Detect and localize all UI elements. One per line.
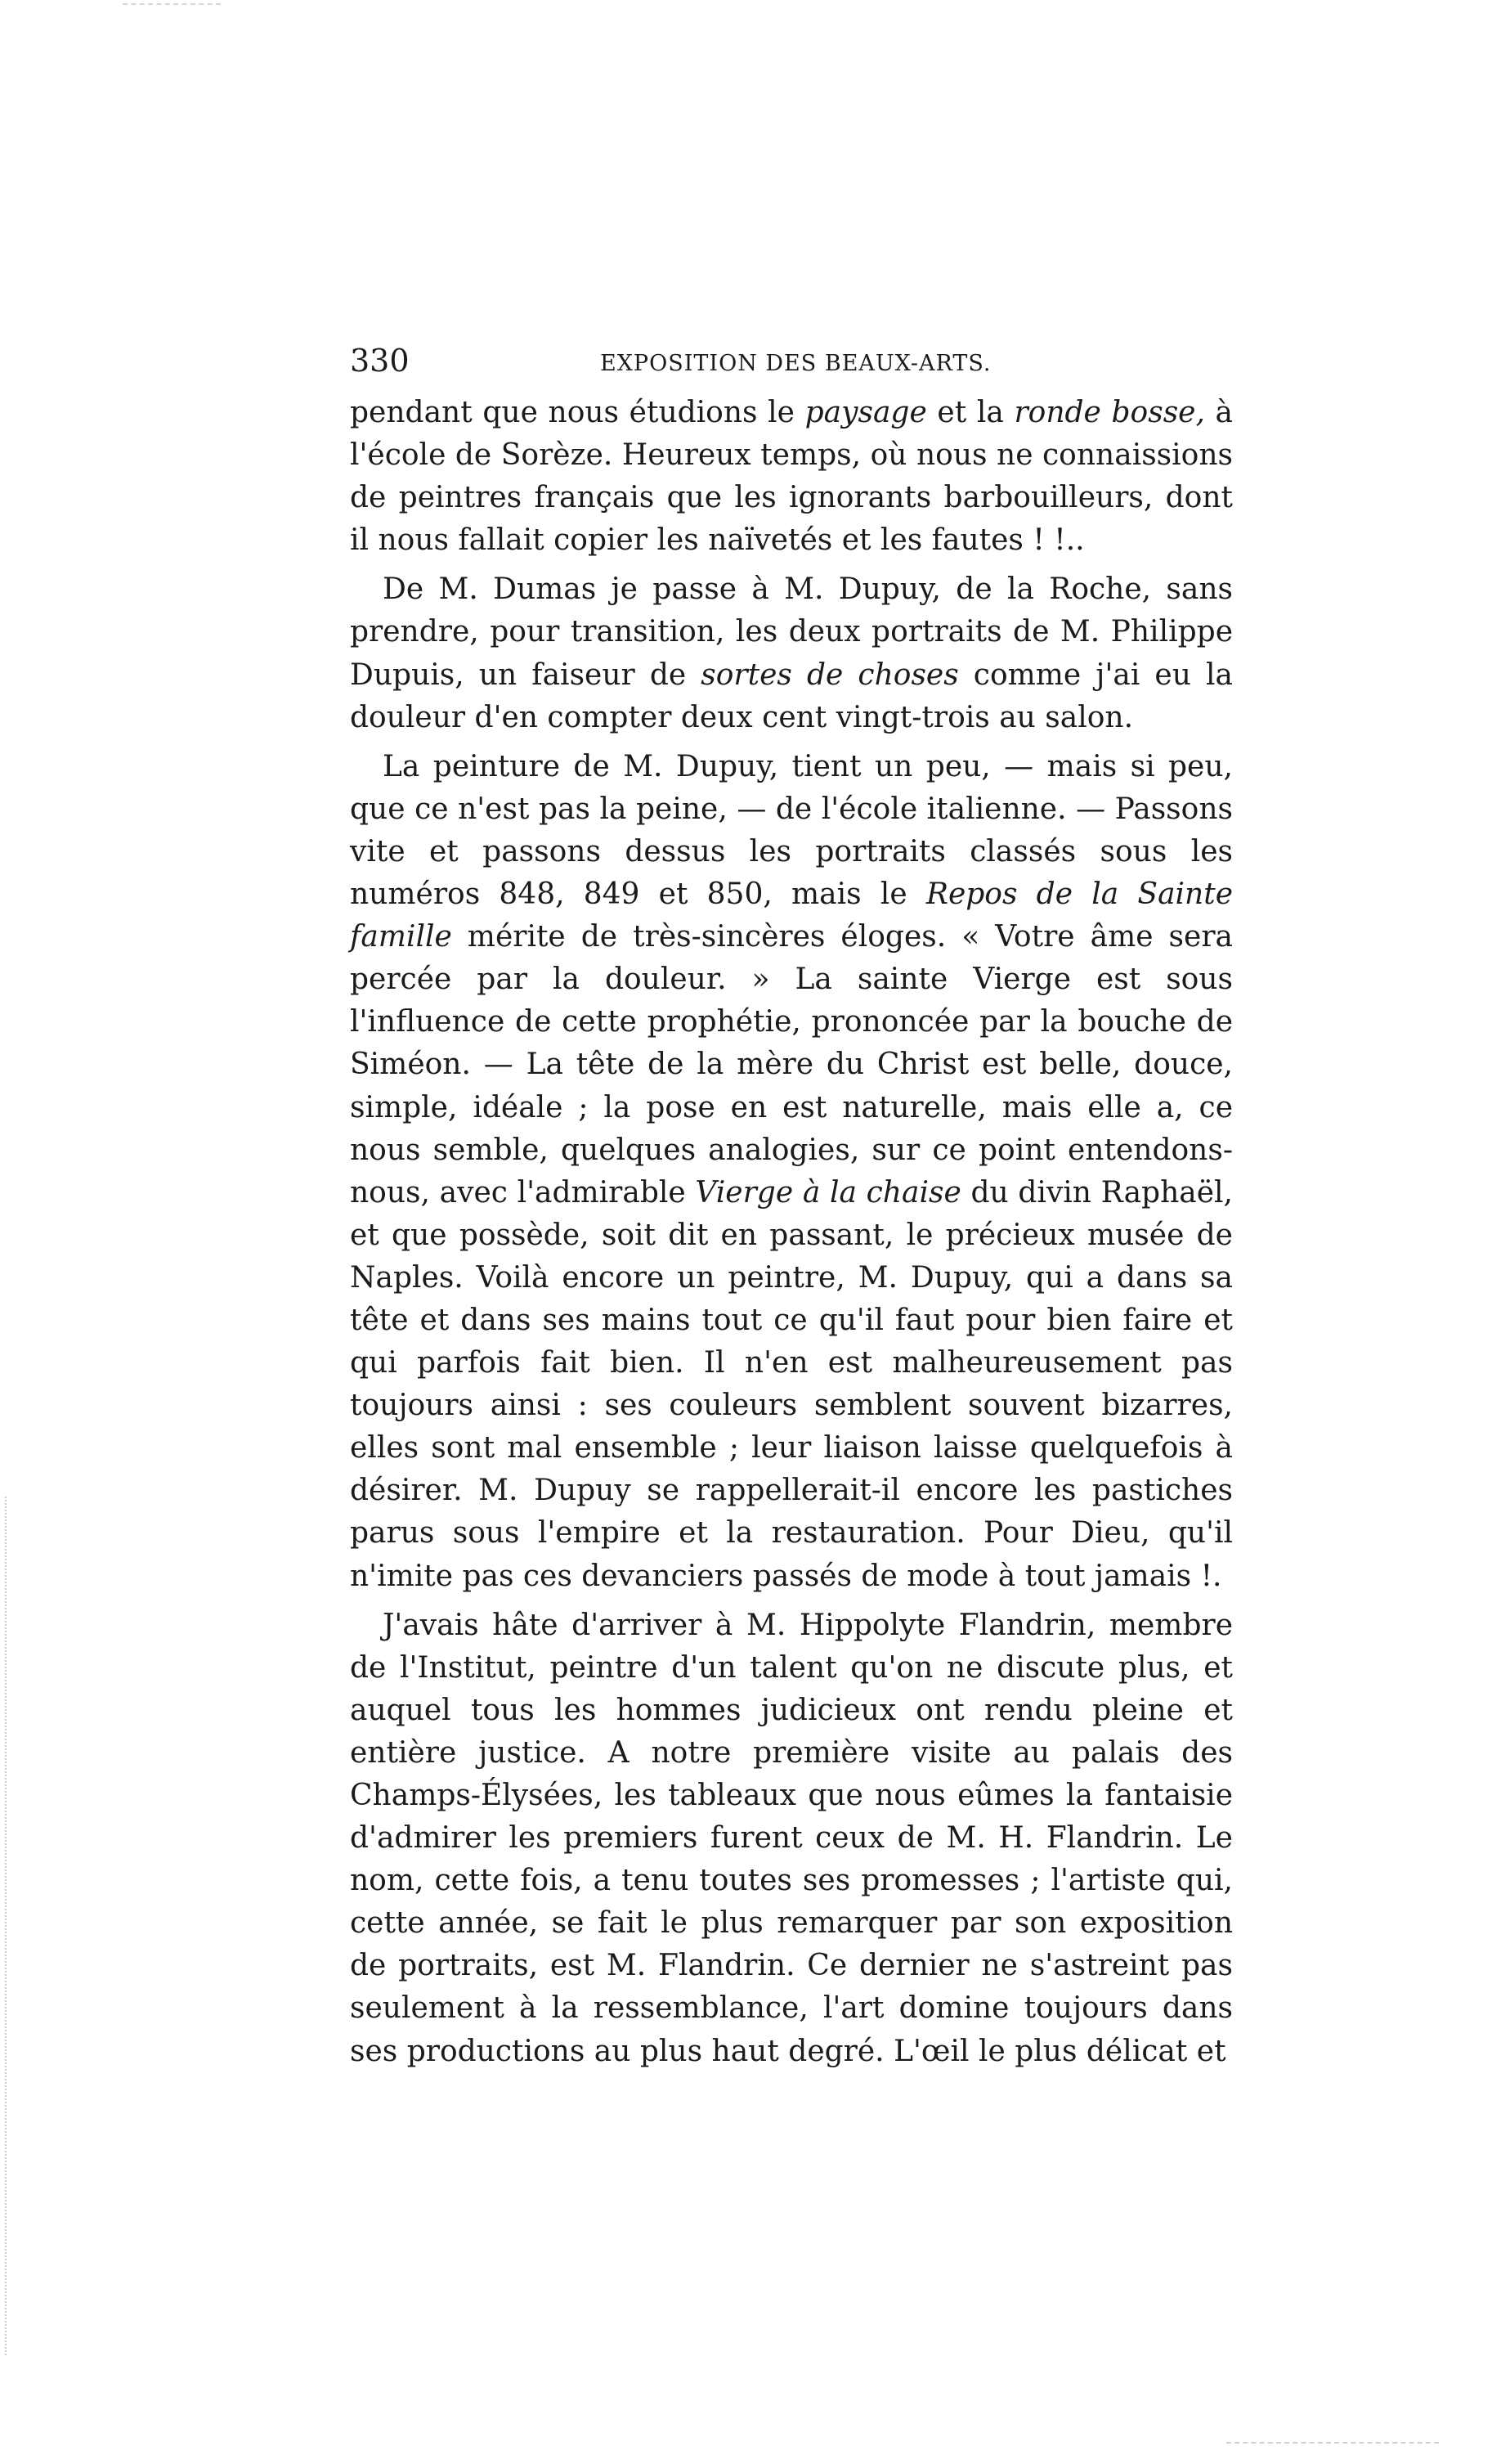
- paragraph: [350, 1605, 1233, 2073]
- text-run: et la: [926, 396, 1015, 429]
- body-text: [350, 392, 1233, 2073]
- text-run: mérite de très-sincères éloges. « Votre âme sera percée par la douleur. » La sainte Vierge est sous l'influence de cette prophétie, prononcée par la bouche de Siméon. — La tête de la mère du Christ est belle, douce, simple, idéale ; la pose en est naturelle, mais elle a, ce nous semble, quelques analogies, sur ce point entendons-nous, avec l'admirable: [350, 920, 1233, 1210]
- running-head: [350, 339, 1233, 382]
- text-run: De M. Dumas je passe à M. Dupuy, de la Roche, sans prendre, pour transition, les deux portraits de M. Philippe Dupuis, un faiseur de: [350, 572, 1233, 692]
- running-title: EXPOSITION DES BEAUX-ARTS.: [600, 351, 992, 376]
- paragraph: [350, 392, 1233, 562]
- italic-text: sortes de choses: [701, 658, 959, 692]
- text-run: à l'école de Sorèze. Heureux temps, où nous ne connaissions de peintres français que les ignorants barbouilleurs, dont il nous fallait copier les naïvetés et les fautes ! !..: [350, 396, 1234, 558]
- italic-text: ronde bosse,: [1014, 396, 1205, 429]
- text-run: La peinture de M. Dupuy, tient un peu, — mais si peu, que ce n'est pas la peine, — de l'école italienne. — Passons vite et passons dessus les portraits classés sous les numéros 848, 849 et 850, mais le: [350, 749, 1233, 912]
- scan-artifact-top: [123, 3, 221, 7]
- text-run: comme j'ai eu la douleur d'en compter deux cent vingt-trois au salon.: [350, 658, 1233, 734]
- text-run: pendant que nous étudions le: [350, 396, 805, 429]
- paragraph: [350, 746, 1233, 1598]
- text-run: du divin Raphaël, et que possède, soit dit en passant, le précieux musée de Naples. Voilà encore un peintre, M. Dupuy, qui a dans sa tête et dans ses mains tout ce qu'il faut pour bien faire et qui parfois fait bien. Il n'en est malheureusement pas toujours ainsi : ses couleurs semblent souvent bizarres, elles sont mal ensemble ; leur liaison laisse quelquefois à désirer. M. Dupuy se rappellerait-il encore les pastiches parus sous l'empire et la restauration. Pour Dieu, qu'il n'imite pas ces devanciers passés de mode à tout jamais !.: [350, 1175, 1234, 1593]
- text-run: J'avais hâte d'arriver à M. Hippolyte Flandrin, membre de l'Institut, peintre d'un talent qu'on ne discute plus, et auquel tous les hommes judicieux ont rendu pleine et entière justice. A notre première visite au palais des Champs-Élysées, les tableaux que nous eûmes la fantaisie d'admirer les premiers furent ceux de M. H. Flandrin. Le nom, cette fois, a tenu toutes ses promesses ; l'artiste qui, cette année, se fait le plus remarquer par son exposition de portraits, est M. Flandrin. Ce dernier ne s'astreint pas seulement à la ressemblance, l'art domine toujours dans ses productions au plus haut degré. L'œil le plus délicat et: [350, 1608, 1233, 2068]
- italic-text: Vierge à la chaise: [695, 1175, 961, 1210]
- page-number: 330: [350, 343, 410, 379]
- book-page: [350, 339, 1233, 2080]
- paragraph: [350, 568, 1233, 738]
- italic-text: paysage: [804, 396, 927, 429]
- scan-artifact-margin: [5, 1497, 11, 2355]
- italic-text: Repos de la Sainte famille: [350, 877, 1233, 954]
- scan-artifact-bottom: [1226, 2442, 1439, 2445]
